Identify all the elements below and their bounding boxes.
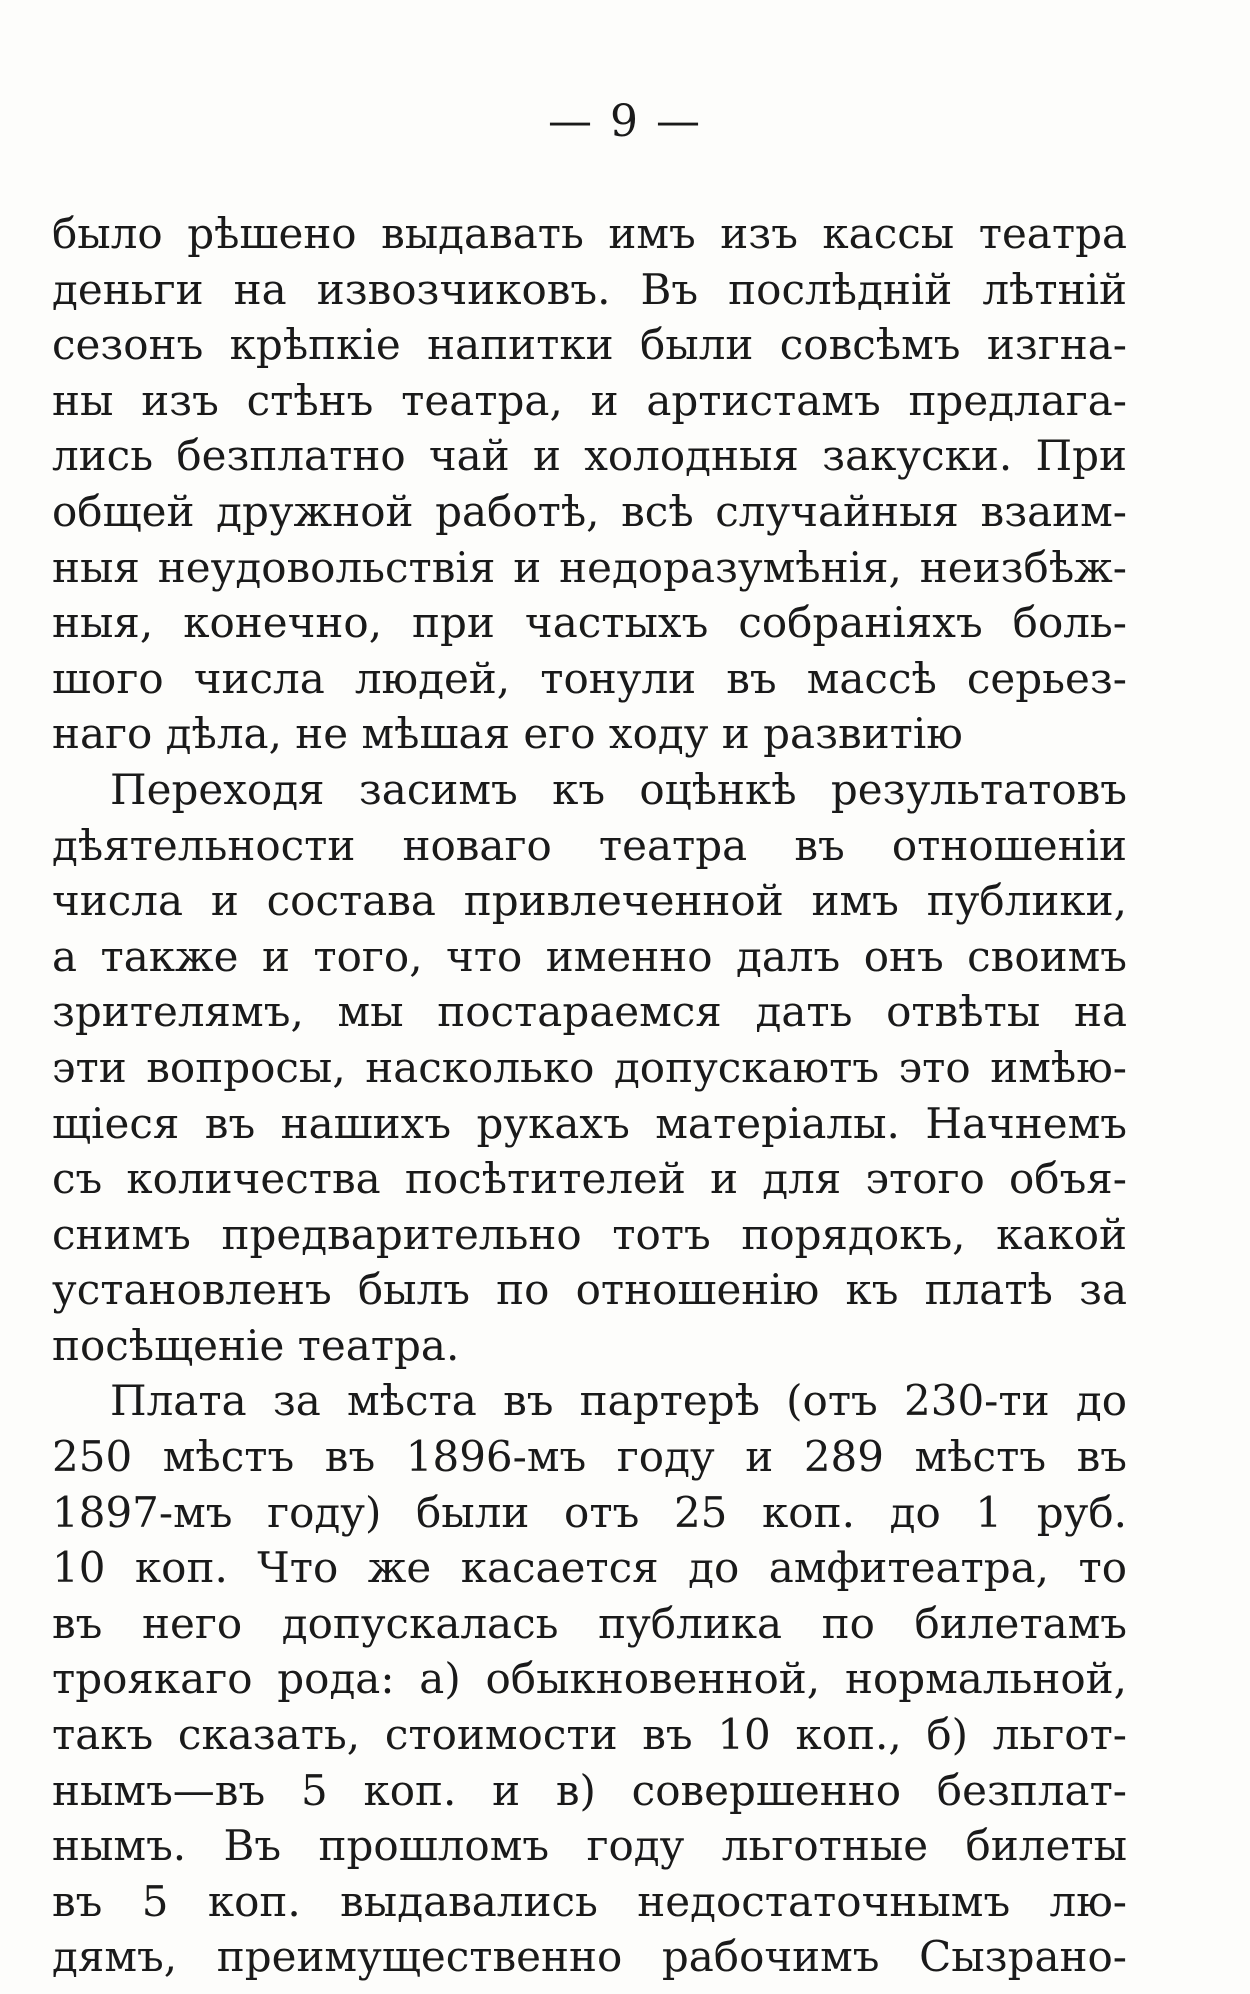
text-line: 250 мѣстъ въ 1896-мъ году и 289 мѣстъ въ	[52, 1432, 1127, 1482]
text-line: ны изъ стѣнъ театра, и артистамъ предлага-	[52, 375, 1127, 425]
text-line: было рѣшено выдавать имъ изъ кассы театра	[52, 209, 1127, 258]
text-line: эти вопросы, насколько допускаютъ это имѣю-	[52, 1042, 1127, 1092]
text-line: дямъ, преимущественно рабочимъ Сызрано-	[52, 1932, 1127, 1982]
text-line: въ него допускалась публика по билетамъ	[52, 1598, 1127, 1648]
text-line: такъ сказать, стоимости въ 10 коп., б) льгот-	[52, 1710, 1127, 1760]
text-line: шого числа людей, тонули въ массѣ серьез-	[52, 653, 1127, 703]
text-line: 10 коп. Что же касается до амфитеатра, то	[52, 1543, 1127, 1593]
text-line: 1897-мъ году) были отъ 25 коп. до 1 руб.	[52, 1487, 1127, 1537]
text-line: нымъ. Въ прошломъ году льготные билеты	[52, 1821, 1127, 1871]
text-line: сезонъ крѣпкіе напитки были совсѣмъ изгна-	[52, 320, 1127, 370]
text-line: Переходя засимъ къ оцѣнкѣ результатовъ	[110, 764, 1127, 814]
body-text	[52, 206, 1127, 1985]
text-line: снимъ предварительно тотъ порядокъ, какой	[52, 1209, 1127, 1259]
text-line: деньги на извозчиковъ. Въ послѣдній лѣтній	[52, 264, 1127, 314]
text-line: съ количества посѣтителей и для этого объя-	[52, 1154, 1127, 1204]
text-line: наго дѣла, не мѣшая его ходу и развитію	[52, 709, 963, 759]
text-line: въ 5 коп. выдавались недостаточнымъ лю-	[52, 1876, 1127, 1926]
text-line: ныя, конечно, при частыхъ собраніяхъ боль-	[52, 598, 1127, 648]
text-line: установленъ былъ по отношенію къ платѣ за	[52, 1265, 1127, 1315]
text-line: а также и того, что именно далъ онъ своимъ	[52, 931, 1127, 981]
text-line: Плата за мѣста въ партерѣ (отъ 230-ти до	[110, 1376, 1127, 1426]
text-line: дѣятельности новаго театра въ отношеніи	[52, 820, 1127, 870]
text-line: зрителямъ, мы постараемся дать отвѣты на	[52, 987, 1127, 1037]
text-line: ныя неудовольствія и недоразумѣнія, неизбѣж-	[52, 542, 1127, 592]
text-line: троякаго рода: а) обыкновенной, нормальной,	[52, 1654, 1127, 1704]
text-line: общей дружной работѣ, всѣ случайныя взаим-	[52, 486, 1127, 536]
text-line: числа и состава привлеченной имъ публики,	[52, 876, 1127, 926]
text-line: нымъ—въ 5 коп. и в) совершенно безплат-	[52, 1765, 1127, 1815]
page-number-header: — 9 —	[548, 96, 702, 147]
text-line: посѣщеніе театра.	[52, 1320, 460, 1370]
text-line: щіеся въ нашихъ рукахъ матеріалы. Начнемъ	[52, 1098, 1127, 1148]
text-line: лись безплатно чай и холодныя закуски. При	[52, 431, 1127, 481]
